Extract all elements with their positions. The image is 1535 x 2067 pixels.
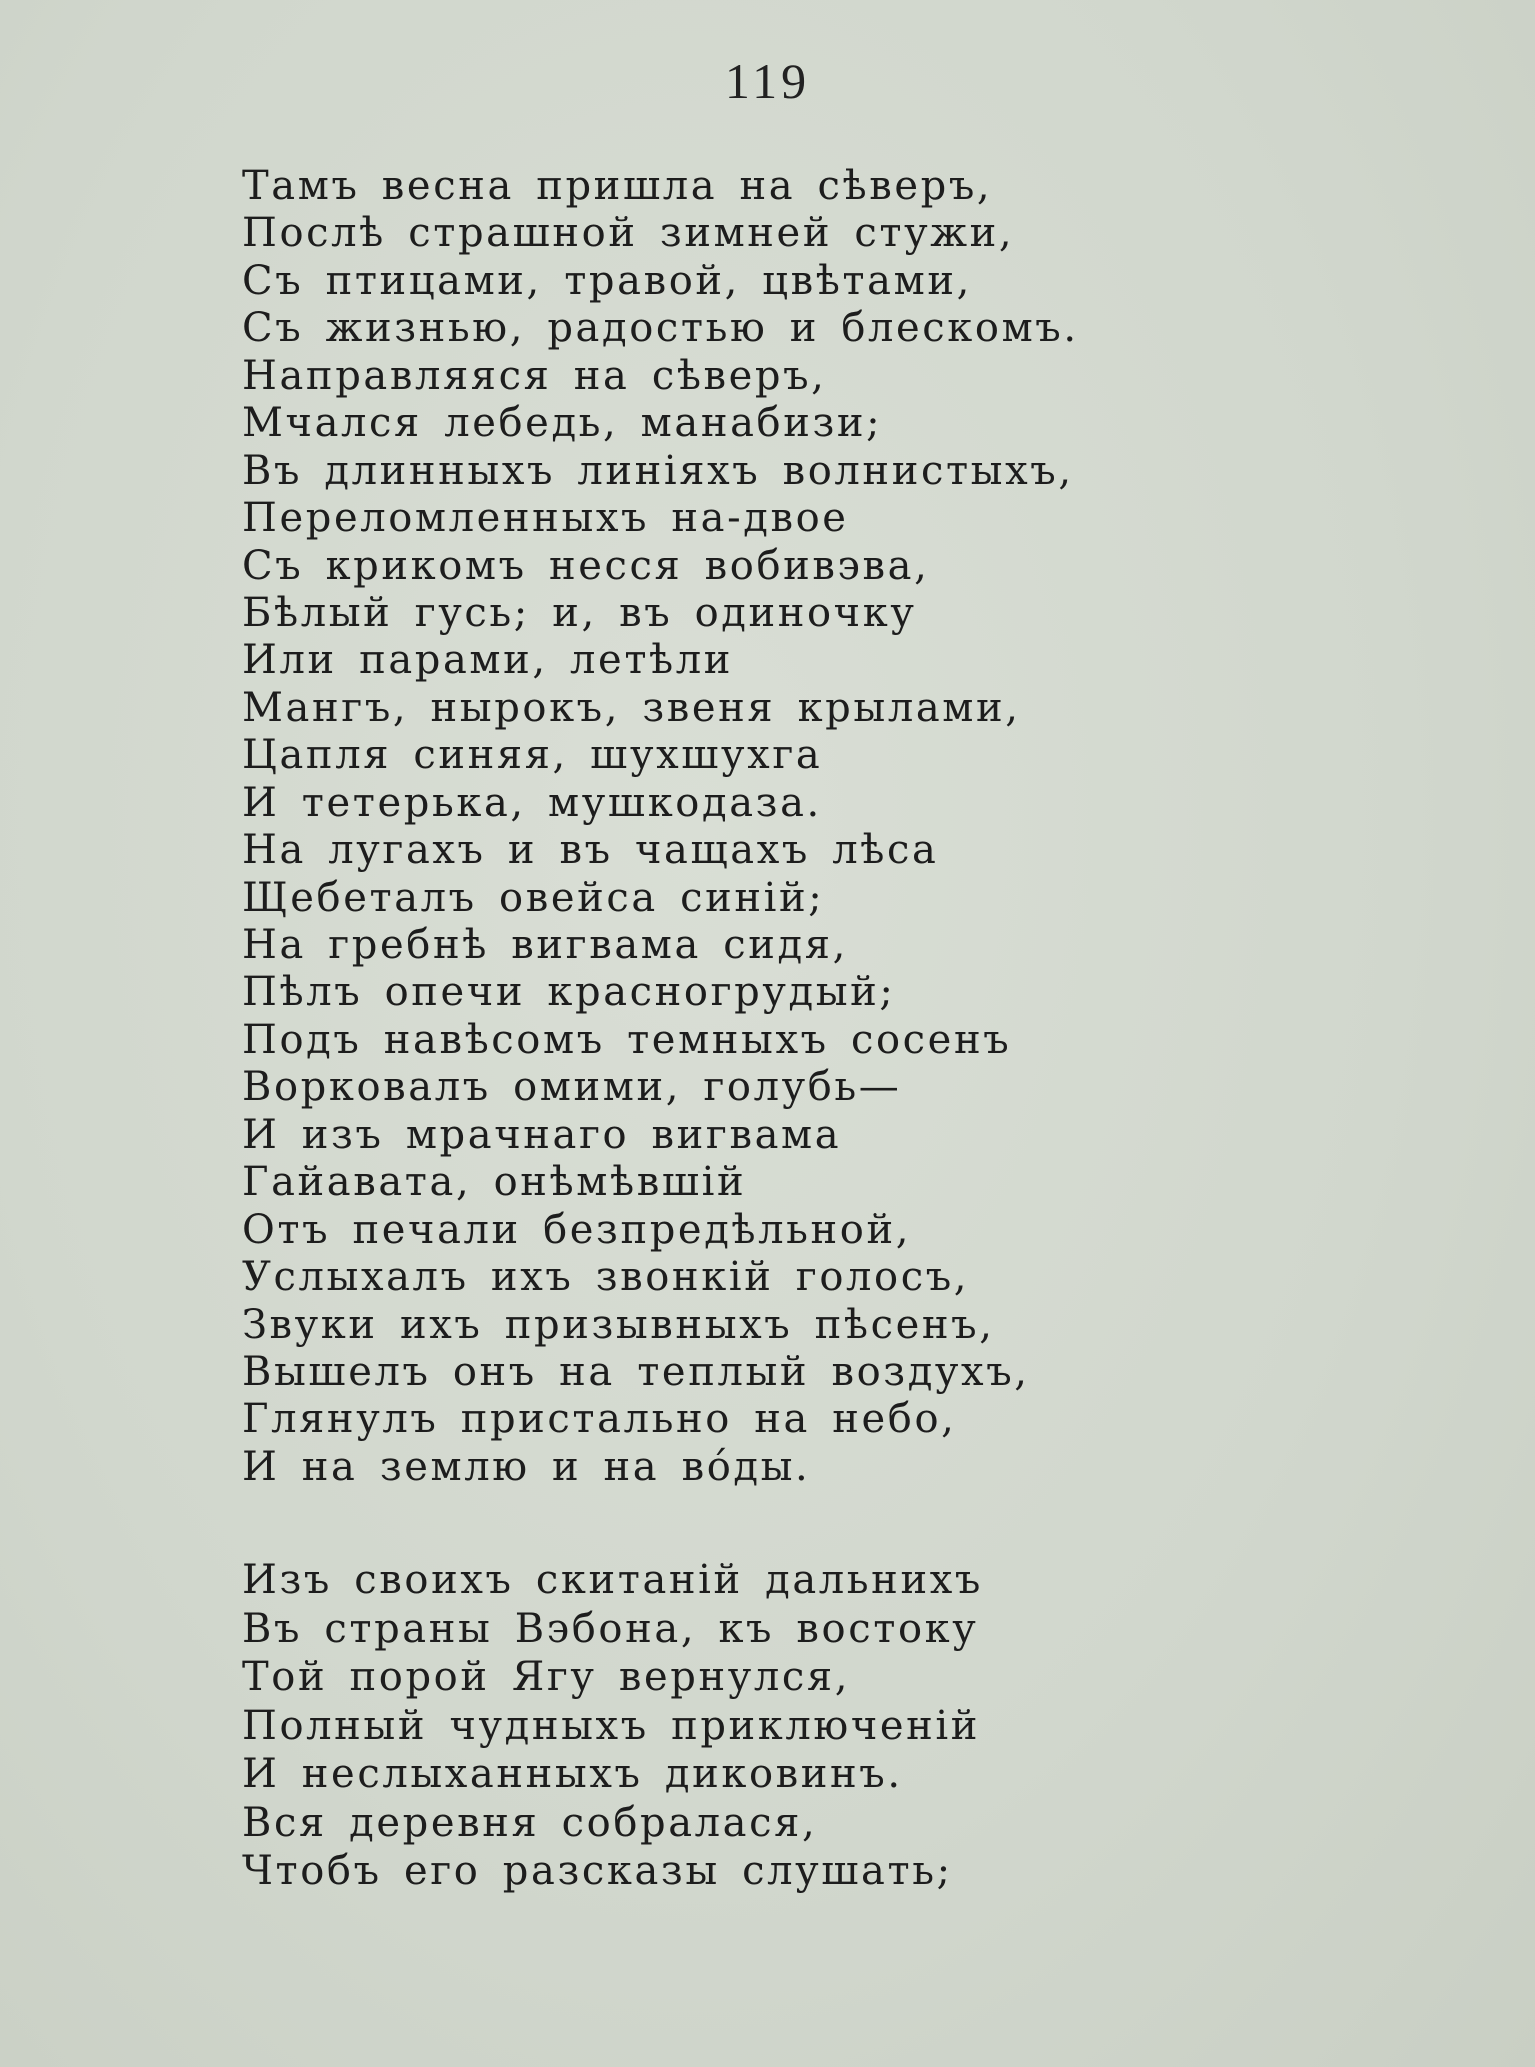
poem-line: Подъ навѣсомъ темныхъ сосенъ — [242, 1016, 1012, 1063]
poem-line: Въ длинныхъ линіяхъ волнистыхъ, — [242, 447, 1074, 494]
poem-line: Глянулъ пристально на небо, — [242, 1396, 957, 1443]
poem-line: Изъ своихъ скитаній дальнихъ — [242, 1557, 983, 1603]
poem-line: Съ крикомъ несся вобивэва, — [242, 542, 930, 589]
poem-line: Звуки ихъ призывныхъ пѣсенъ, — [242, 1301, 995, 1348]
poem-line: Направляяся на сѣверъ, — [242, 352, 827, 399]
stanza-2 — [242, 1556, 1392, 1896]
poem-line: Отъ печали безпредѣльной, — [242, 1206, 912, 1253]
poem-line: Съ птицами, травой, цвѣтами, — [242, 257, 972, 304]
poem-line: Съ жизнью, радостью и блескомъ. — [242, 305, 1079, 352]
poem-line: И на землю и на вóды. — [242, 1443, 811, 1490]
poem-line: Бѣлый гусь; и, въ одиночку — [242, 589, 917, 636]
poem-line: И изъ мрачнаго вигвама — [242, 1111, 842, 1158]
poem-line: Мчался лебедь, манабизи; — [242, 400, 883, 447]
poem-line: На лугахъ и въ чащахъ лѣса — [242, 827, 939, 874]
poem-line: На гребнѣ вигвама сидя, — [242, 922, 848, 968]
poem-line: Тамъ весна пришла на сѣверъ, — [242, 163, 993, 209]
poem-line: Или парами, летѣли — [242, 637, 734, 684]
poem-line: Гайавата, онѣмѣвшій — [242, 1159, 747, 1206]
poem-line: Щебеталъ овейса синій; — [242, 874, 825, 921]
poem-line: Пѣлъ опечи красногрудый; — [242, 969, 896, 1016]
poem-line: Цапля синяя, шухшухга — [242, 732, 823, 779]
poem-line: Послѣ страшной зимней стужи, — [242, 210, 1015, 257]
poem-line: Ворковалъ омими, голубь— — [242, 1064, 902, 1111]
page-number: 119 — [724, 53, 811, 109]
poem-line: Вышелъ онъ на теплый воздухъ, — [242, 1348, 1030, 1395]
poem-line: Услыхалъ ихъ звонкій голосъ, — [242, 1254, 970, 1301]
poem-line: Мангъ, нырокъ, звеня крылами, — [242, 684, 1021, 731]
poem-line: Переломленныхъ на-двое — [242, 495, 849, 542]
poem-line: Той порой Ягу вернулся, — [242, 1654, 851, 1700]
poem-line: Вся деревня собралася, — [242, 1799, 818, 1846]
poem-line: И тетерька, мушкодаза. — [242, 779, 822, 826]
poem-line: Чтобъ его разсказы слушать; — [242, 1848, 953, 1894]
poem-line: Въ страны Вэбона, къ востоку — [242, 1605, 979, 1652]
poem-line: Полный чудныхъ приключеній — [242, 1702, 981, 1749]
stanza-1 — [242, 163, 1392, 1491]
poem-line: И неслыханныхъ диковинъ. — [242, 1751, 903, 1797]
